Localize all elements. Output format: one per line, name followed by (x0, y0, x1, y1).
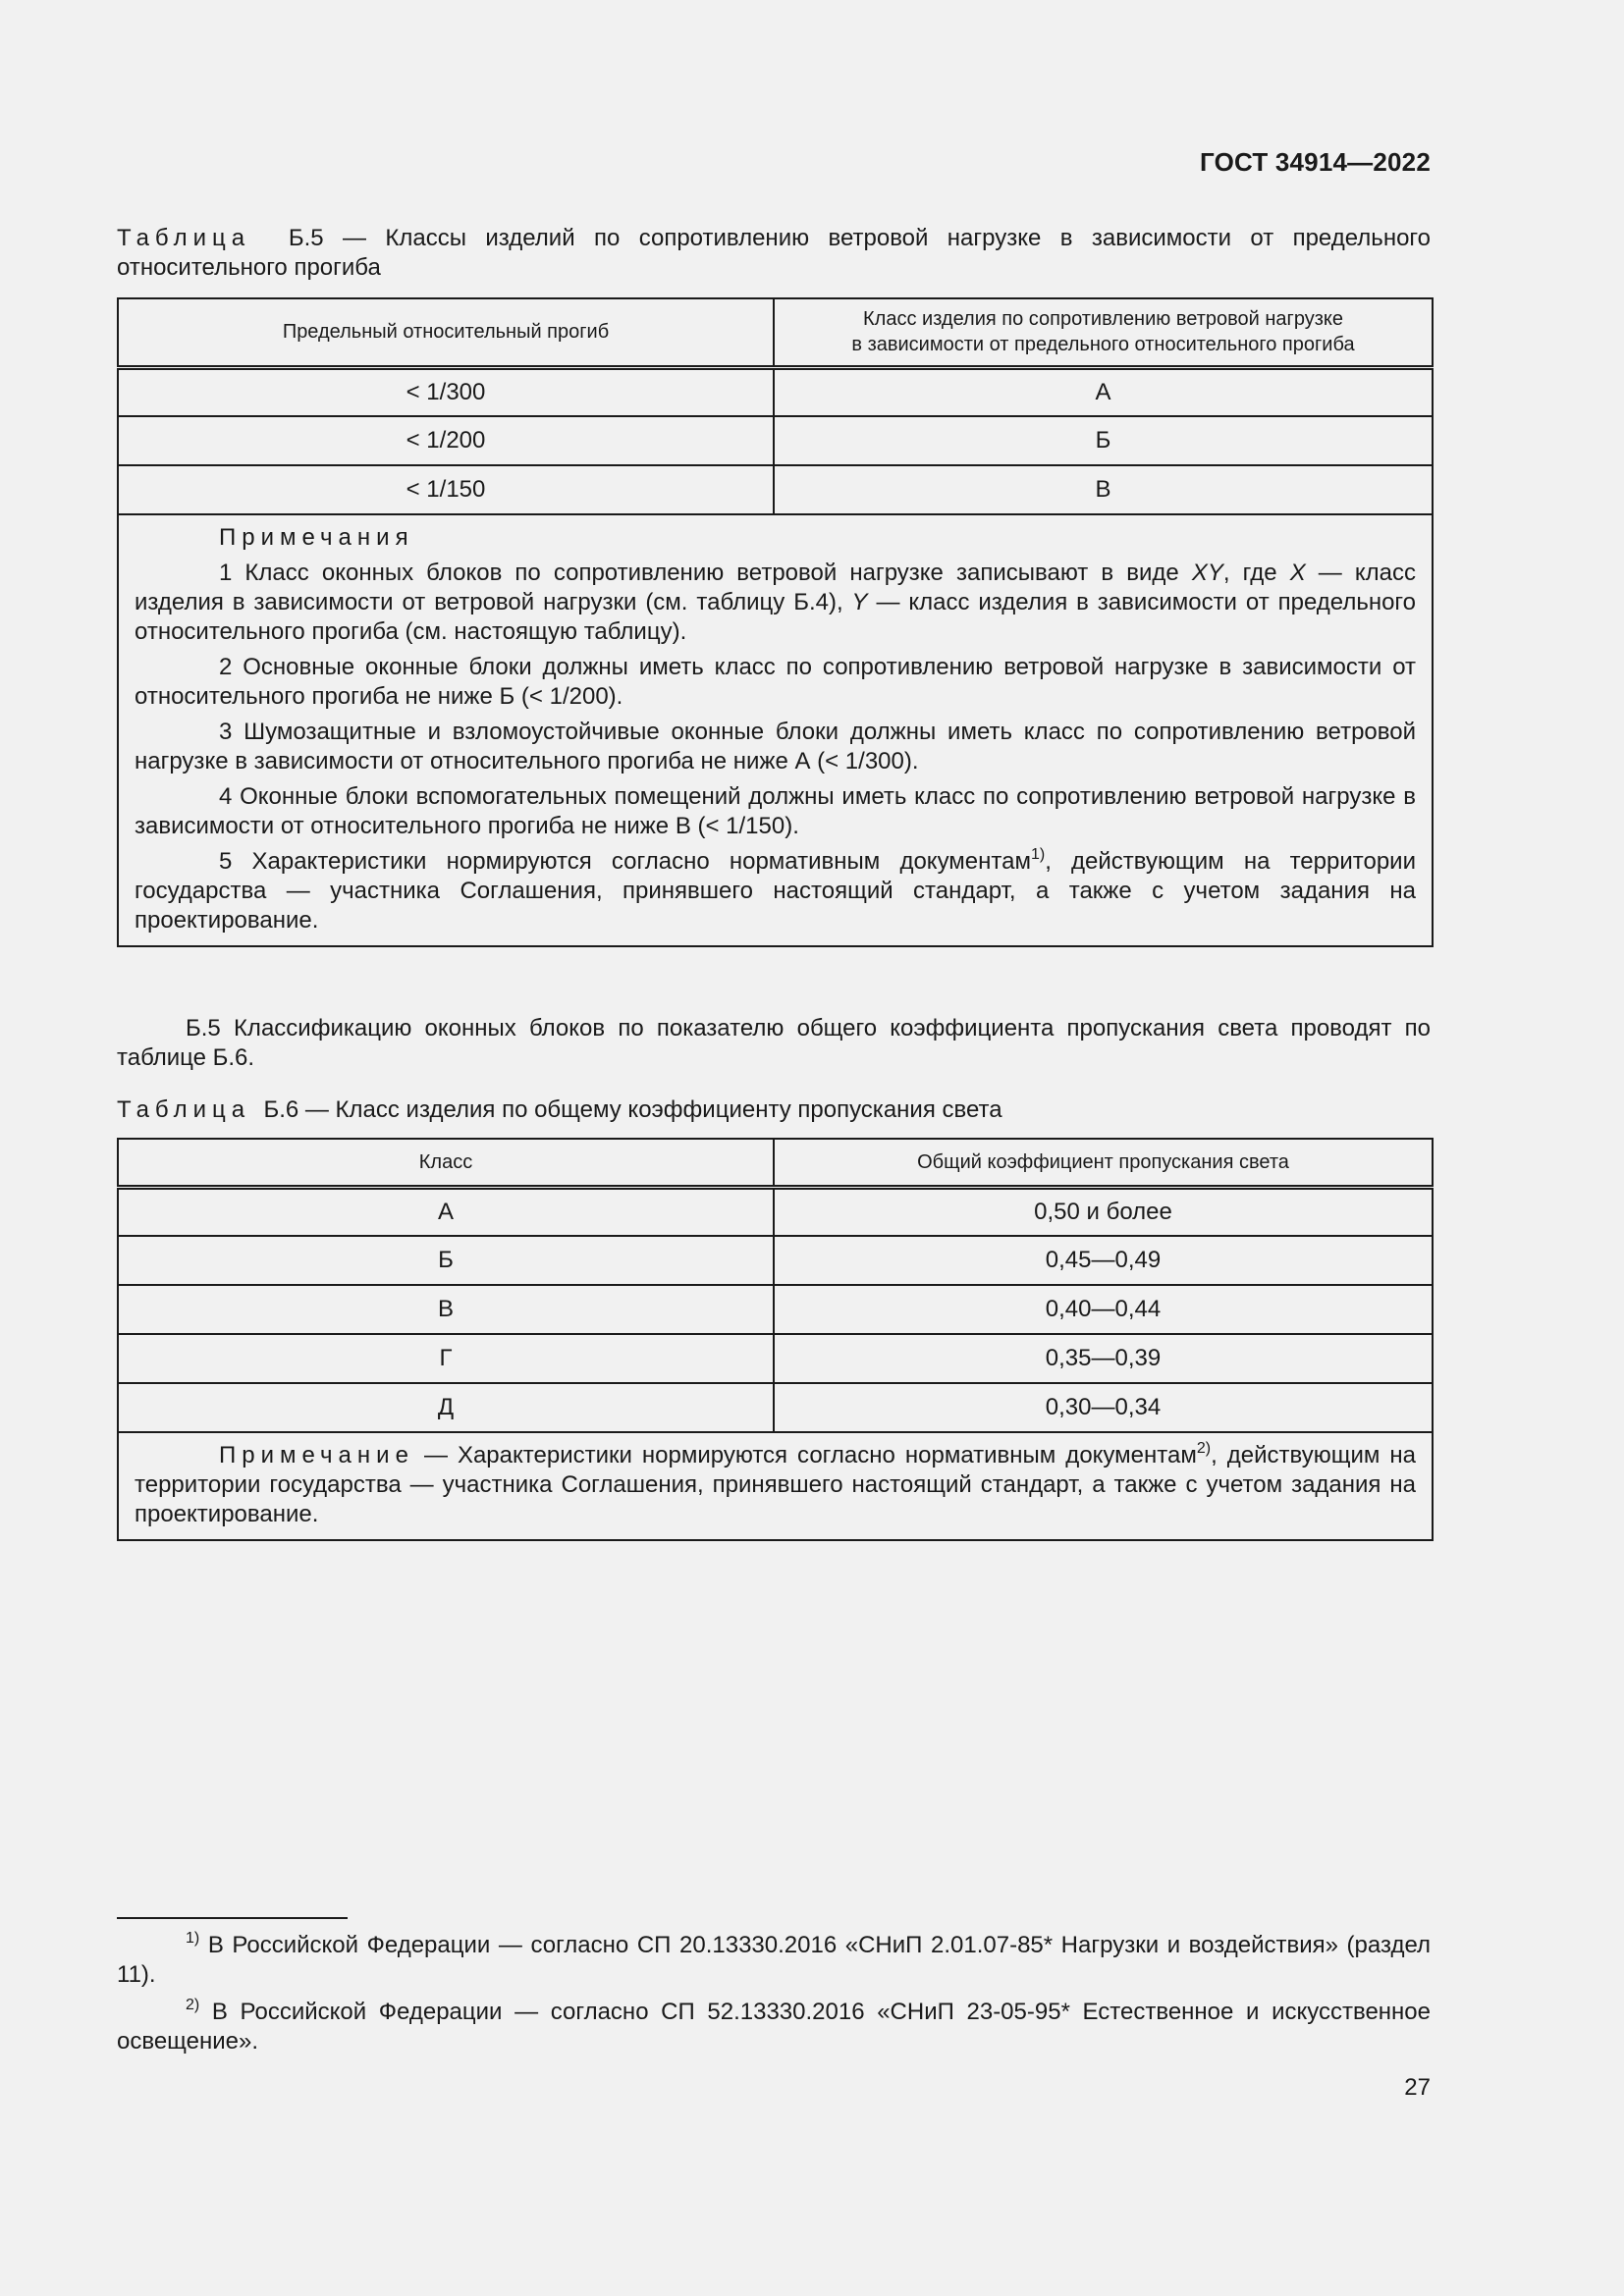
footnote-ref-2: 2) (1196, 1440, 1212, 1457)
cell-value: 0,30—0,34 (774, 1383, 1433, 1432)
footnote-ref-1: 1) (1030, 846, 1046, 863)
cell-class: В (118, 1285, 774, 1334)
note-4: 4 Оконные блоки вспомогательных помещений должны иметь класс по сопротивлению ветровой нагрузке в зависимости от относительного прогиба не ниже В (< 1/150). (135, 783, 1416, 839)
note-5-text-b: , действующим на территории государства — участника Соглашения, принявшего настоящий стандарт, а также с учетом задания на проектирование. (135, 848, 1416, 934)
cell-deflection: < 1/200 (118, 416, 774, 465)
table-b5-caption (117, 224, 1431, 283)
cell-value: 0,35—0,39 (774, 1334, 1433, 1383)
table-row (118, 416, 1433, 465)
page-number: 27 (1404, 2074, 1431, 2101)
column-header-class-line2: в зависимости от предельного относительного прогиба (851, 334, 1355, 356)
note-word: Примечание (219, 1442, 414, 1468)
note-3: 3 Шумозащитные и взломоустойчивые оконные блоки должны иметь класс по сопротивлению ветровой нагрузке в зависимости от относительного прогиба не ниже А (< 1/300). (135, 719, 1416, 774)
notes-row (118, 1432, 1433, 1540)
footnote-mark: 1) (186, 1930, 200, 1947)
footnote-text: В Российской Федерации — согласно СП 20.13330.2016 «СНиП 2.01.07-85* Нагрузки и воздействия» (раздел 11). (117, 1932, 1431, 1988)
table-row (118, 1383, 1433, 1432)
table-row (118, 1187, 1433, 1236)
cell-class: Г (118, 1334, 774, 1383)
document-id: ГОСТ 34914—2022 (1200, 147, 1431, 177)
note-1-text-a: 1 Класс оконных блоков по сопротивлению ветровой нагрузке записывают в виде (219, 560, 1192, 586)
cell-class: Б (774, 416, 1433, 465)
paragraph-b5: Б.5 Классификацию оконных блоков по показателю общего коэффициента пропускания света проводят по таблице Б.6. (117, 1015, 1431, 1071)
note-1-y: Y (851, 589, 868, 615)
table-caption-word: Таблица (117, 1096, 251, 1123)
footnote-mark: 2) (186, 1997, 200, 2013)
table-caption-word: Таблица (117, 225, 251, 251)
cell-class: Б (118, 1236, 774, 1285)
column-header-light-transmission: Общий коэффициент пропускания света (774, 1139, 1433, 1187)
note-1-text-c: — класс изделия в зависимости от ветровой нагрузки (см. таблицу Б.4), (135, 560, 1417, 615)
notes-cell (118, 1432, 1433, 1540)
notes-row (118, 514, 1433, 946)
cell-value: 0,50 и более (774, 1187, 1433, 1236)
table-row (118, 1334, 1433, 1383)
table-row (118, 1236, 1433, 1285)
note-text-b: , действующим на территории государства — участника Соглашения, принявшего настоящий стандарт, а также с учетом задания на проектирование. (135, 1442, 1417, 1527)
note-1-x: X (1289, 560, 1306, 586)
cell-class: А (774, 367, 1433, 416)
cell-value: 0,40—0,44 (774, 1285, 1433, 1334)
note-1-text-d: — класс изделия в зависимости от предельного относительного прогиба (см. настоящую таблицу). (135, 589, 1417, 645)
notes-title: Примечания (219, 524, 414, 551)
column-header-deflection: Предельный относительный прогиб (118, 298, 774, 367)
cell-deflection: < 1/300 (118, 367, 774, 416)
cell-value: 0,45—0,49 (774, 1236, 1433, 1285)
note-2: 2 Основные оконные блоки должны иметь класс по сопротивлению ветровой нагрузке в зависимости от относительного прогиба не ниже Б (< 1/200). (135, 654, 1416, 710)
note (135, 1441, 1416, 1529)
table-row (118, 367, 1433, 416)
column-header-class: Класс (118, 1139, 774, 1187)
table-b5 (117, 297, 1434, 947)
footnote-2 (117, 1998, 1431, 2056)
footnote-1 (117, 1931, 1431, 1990)
note-5 (135, 847, 1416, 935)
footnote-divider (117, 1917, 348, 1919)
table-row (118, 465, 1433, 514)
table-row (118, 1285, 1433, 1334)
note-text-a: — Характеристики нормируются согласно нормативным документам (413, 1442, 1197, 1468)
note-5-text-a: 5 Характеристики нормируются согласно нормативным документам (219, 848, 1031, 875)
column-header-class (774, 298, 1433, 367)
table-b6 (117, 1138, 1434, 1541)
table-b6-caption (117, 1095, 1431, 1125)
table-caption-text: Б.6 — Класс изделия по общему коэффициенту пропускания света (263, 1096, 1002, 1123)
note-1 (135, 559, 1416, 647)
cell-class: В (774, 465, 1433, 514)
table-caption-text: Б.5 — Классы изделий по сопротивлению ветровой нагрузке в зависимости от предельного относительного прогиба (117, 225, 1431, 281)
notes-cell (118, 514, 1433, 946)
note-1-xy: XY (1191, 560, 1223, 586)
cell-class: Д (118, 1383, 774, 1432)
column-header-class-line1: Класс изделия по сопротивлению ветровой нагрузке (863, 308, 1343, 331)
note-1-text-b: , где (1222, 560, 1290, 586)
footnote-text: В Российской Федерации — согласно СП 52.13330.2016 «СНиП 23-05-95* Естественное и искусственное освещение». (117, 1999, 1431, 2055)
cell-deflection: < 1/150 (118, 465, 774, 514)
cell-class: А (118, 1187, 774, 1236)
